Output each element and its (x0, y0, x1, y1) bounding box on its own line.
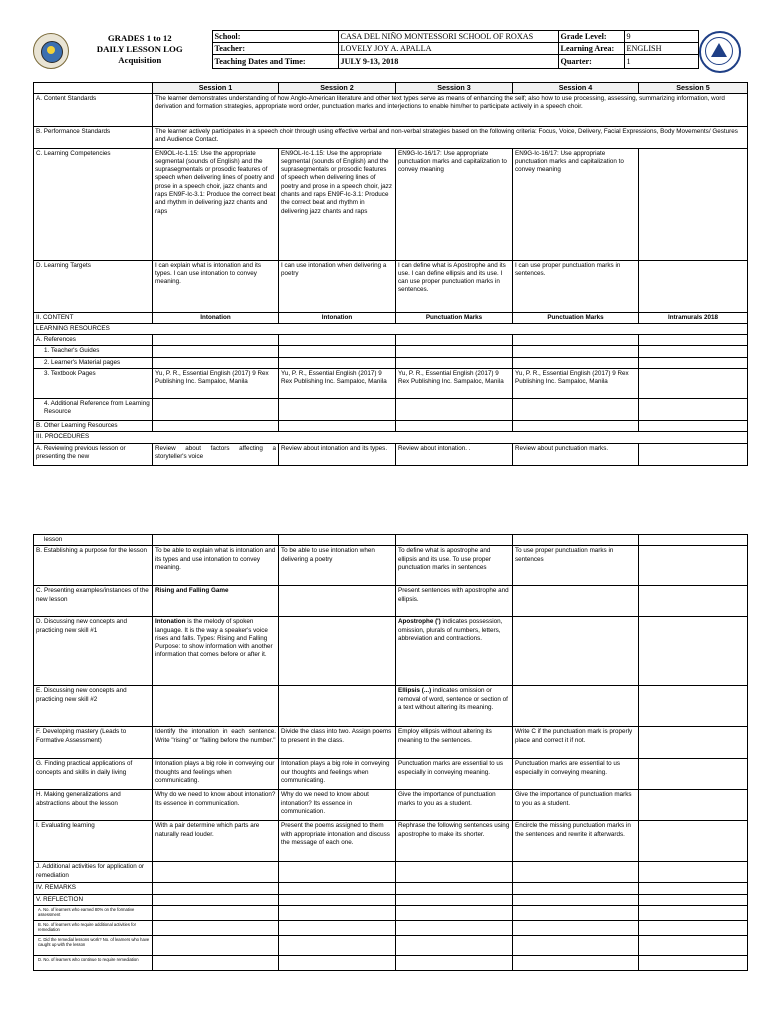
blank-cell (639, 862, 748, 883)
blank-cell (639, 905, 748, 920)
quarter-value: 1 (624, 55, 698, 69)
competency-session-2: EN9OL-Ic-1.15: Use the appropriate segmental (sounds of English) and the suprasegmentals or prosodic features of speech when delivering lines of poetry and prose in a speech choir, jazz chants and raps EN9F-Ic-3.1: Produce the correct beat and rhythm in delivering jazz chants and raps (279, 148, 396, 260)
blank-cell (153, 398, 279, 420)
evaluating-session-1: With a pair determine which parts are naturally read louder. (153, 821, 279, 862)
reviewing-session-2: Review about intonation and its types. (279, 443, 396, 465)
blank-cell (513, 935, 639, 955)
competency-session-3: EN9G-Ic-16/17: Use appropriate punctuation marks and capitalization to convey meaning (396, 148, 513, 260)
content-label: II. CONTENT (34, 312, 153, 323)
presenting-session-1: Rising and Falling Game (153, 586, 279, 617)
reviewing-label: A. Reviewing previous lesson or presenting the new (34, 443, 153, 465)
generalizations-session-5 (639, 790, 748, 821)
blank-cell (279, 535, 396, 546)
blank-cell (639, 398, 748, 420)
discussing-1-session-3 (396, 617, 513, 686)
content-session-3: Punctuation Marks (396, 312, 513, 323)
blank-cell (279, 883, 396, 894)
learning-area-value: ENGLISH (624, 43, 698, 55)
textbook-session-1: Yu, P. R., Essential English (2017) 9 Rex Publishing Inc. Sampaloc, Manila (153, 368, 279, 398)
blank-cell (153, 883, 279, 894)
apostrophe-definition: indicates possession, omission, plurals of numbers, letters, abbreviation and contractions. (398, 618, 503, 642)
blank-cell (279, 398, 396, 420)
learning-competencies-label: C. Learning Competencies (34, 148, 153, 260)
learning-resources-label: LEARNING RESOURCES (34, 323, 748, 334)
blank-cell (639, 357, 748, 368)
blank-cell (396, 883, 513, 894)
discussing-2-session-3 (396, 686, 513, 727)
blank-cell (639, 535, 748, 546)
generalizations-session-4: Give the importance of punctuation marks to you as a student. (513, 790, 639, 821)
ellipsis-definition: indicates omission or removal of word, sentence or section of a text without altering its meaning. (398, 687, 508, 711)
textbook-session-3: Yu, P. R., Essential English (2017) 9 Rex Publishing Inc. Sampaloc, Manila (396, 368, 513, 398)
blank-cell (396, 357, 513, 368)
acquisition-title: Acquisition (118, 54, 162, 65)
blank-cell (396, 862, 513, 883)
session-1-header: Session 1 (153, 83, 279, 94)
purpose-label: B. Establishing a purpose for the lesson (34, 546, 153, 586)
learners-material-label: 2. Learner's Material pages (34, 357, 153, 368)
blank-cell (279, 894, 396, 905)
applications-label: G. Finding practical applications of concepts and skills in daily living (34, 759, 153, 790)
deped-seal-icon (33, 33, 69, 69)
blank-cell (279, 420, 396, 431)
blank-cell (153, 335, 279, 346)
mastery-session-4: Write C if the punctuation mark is properly place and correct it if not. (513, 727, 639, 759)
ellipsis-term: Ellipsis (...) (398, 687, 432, 695)
header-title-block (68, 31, 212, 69)
purpose-session-2: To be able to use intonation when delivering a poetry (279, 546, 396, 586)
blank-cell (513, 905, 639, 920)
intonation-definition: is the melody of spoken language. It is the way a speaker's voice rises and falls. Types: Rising and Falling Purpose: to show information with another information that comes before or after it. (155, 618, 273, 659)
reviewing-session-4: Review about punctuation marks. (513, 443, 639, 465)
target-session-2: I can use intonation when delivering a poetry (279, 260, 396, 312)
mastery-session-1: Identify the intonation in each sentence. Write "rising" or "falling before the number." (153, 727, 279, 759)
remarks-label: IV. REMARKS (34, 883, 153, 894)
applications-session-1: Intonation plays a big role in conveying our thoughts and feelings when communicating. (153, 759, 279, 790)
reflection-a-label: A. No. of learners who earned 80% on the formative assessment (34, 905, 153, 920)
blank-cell (279, 335, 396, 346)
mastery-session-3: Employ ellipsis without altering its meaning to the sentences. (396, 727, 513, 759)
blank-cell (396, 420, 513, 431)
blank-cell (639, 617, 748, 686)
blank-cell (396, 935, 513, 955)
blank-cell (639, 346, 748, 357)
presenting-session-5 (639, 586, 748, 617)
dll-title: DAILY LESSON LOG (96, 44, 183, 54)
purpose-session-4: To use proper punctuation marks in sentences (513, 546, 639, 586)
reflection-b-label: B. No. of learners who require additional activities for remediation (34, 920, 153, 935)
blank-cell (639, 955, 748, 970)
content-standards-text: The learner demonstrates understanding of how Anglo-American literature and other text types serve as means of enhancing the self; also how to use processing, assessing, summarizing information, word derivation and formation strategies, appropriate word order, punctuation marks and interjections to enable him/her to participate actively in a speech choir. (153, 93, 748, 126)
blank-cell (513, 617, 639, 686)
blank-cell (513, 420, 639, 431)
blank-cell (639, 420, 748, 431)
additional-activities-label: J. Additional activities for application or remediation (34, 862, 153, 883)
applications-session-3: Punctuation marks are essential to us especially in conveying meaning. (396, 759, 513, 790)
applications-session-5 (639, 759, 748, 790)
teaching-dates-label: Teaching Dates and Time: (212, 55, 338, 69)
purpose-session-1: To be able to explain what is intonation and its types and use intonation to convey meaning. (153, 546, 279, 586)
learning-targets-label: D. Learning Targets (34, 260, 153, 312)
lesson-log-table-part2 (33, 534, 748, 971)
session-2-header: Session 2 (279, 83, 396, 94)
purpose-session-3: To define what is apostrophe and ellipsis and its use. To use proper punctuation marks in sentences (396, 546, 513, 586)
procedures-label: III. PROCEDURES (34, 432, 748, 443)
blank-cell (279, 862, 396, 883)
target-session-5 (639, 260, 748, 312)
performance-standards-text: The learner actively participates in a speech choir through using effective verbal and non-verbal strategies based on the following criteria: Focus, Voice, Delivery, Facial Expressions, Body Movements/ Gestures and Audience Contact. (153, 126, 748, 148)
textbook-pages-label: 3. Textbook Pages (34, 368, 153, 398)
blank-cell (639, 935, 748, 955)
content-session-5: Intramurals 2018 (639, 312, 748, 323)
target-session-1: I can explain what is intonation and its types. I can use intonation to convey meaning. (153, 260, 279, 312)
grade-level-label: Grade Level: (558, 31, 624, 43)
reviewing-session-3: Review about intonation. . (396, 443, 513, 465)
discussing-1-label: D. Discussing new concepts and practicing new skill #1 (34, 617, 153, 686)
quarter-label: Quarter: (558, 55, 624, 69)
additional-reference-label: 4. Additional Reference from Learning Resource (34, 398, 153, 420)
reviewing-session-1: Review about factors affecting a storyteller's voice (153, 443, 279, 465)
blank-cell (153, 862, 279, 883)
discussing-2-label: E. Discussing new concepts and practicing new skill #2 (34, 686, 153, 727)
discussing-1-session-1 (153, 617, 279, 686)
generalizations-label: H. Making generalizations and abstractions about the lesson (34, 790, 153, 821)
target-session-3: I can define what is Apostrophe and its use. I can define ellipsis and its use. I can use proper punctuation marks in sentences. (396, 260, 513, 312)
blank-cell (396, 335, 513, 346)
presenting-session-2 (279, 586, 396, 617)
intonation-term: Intonation (155, 618, 186, 626)
blank-cell (513, 398, 639, 420)
teacher-label: Teacher: (212, 43, 338, 55)
header-table (68, 30, 699, 69)
presenting-session-4 (513, 586, 639, 617)
blank-cell (153, 535, 279, 546)
blank-cell (639, 686, 748, 727)
teacher-value: LOVELY JOY A. APALLA (338, 43, 558, 55)
performance-standards-label: B. Performance Standards (34, 126, 153, 148)
textbook-session-2: Yu, P. R., Essential English (2017) 9 Rex Publishing Inc. Sampaloc, Manila (279, 368, 396, 398)
blank-cell (513, 335, 639, 346)
evaluating-label: I. Evaluating learning (34, 821, 153, 862)
generalizations-session-1: Why do we need to know about intonation? Its essence in communication. (153, 790, 279, 821)
blank-cell (279, 905, 396, 920)
presenting-session-3: Present sentences with apostrophe and ellipsis. (396, 586, 513, 617)
school-label: School: (212, 31, 338, 43)
generalizations-session-3: Give the importance of punctuation marks to you as a student. (396, 790, 513, 821)
blank-cell (396, 535, 513, 546)
blank-cell (153, 955, 279, 970)
evaluating-session-4: Encircle the missing punctuation marks in the sentences and rewrite it afterwards. (513, 821, 639, 862)
blank-cell (513, 955, 639, 970)
blank-cell (396, 920, 513, 935)
blank-cell (513, 920, 639, 935)
learning-area-label: Learning Area: (558, 43, 624, 55)
evaluating-session-5 (639, 821, 748, 862)
blank-cell (396, 346, 513, 357)
blank-cell (279, 617, 396, 686)
blank-cell (279, 955, 396, 970)
grades-title: GRADES 1 to 12 (107, 33, 172, 44)
blank-cell (153, 894, 279, 905)
blank-cell (153, 905, 279, 920)
reflection-label: V. REFLECTION (34, 894, 153, 905)
blank-cell (639, 335, 748, 346)
session-3-header: Session 3 (396, 83, 513, 94)
generalizations-session-2: Why do we need to know about intonation? Its essence in communication. (279, 790, 396, 821)
applications-session-2: Intonation plays a big role in conveying our thoughts and feelings when communicating. (279, 759, 396, 790)
blank-cell (153, 920, 279, 935)
blank-cell (279, 686, 396, 727)
blank-cell (279, 346, 396, 357)
content-standards-label: A. Content Standards (34, 93, 153, 126)
mastery-session-2: Divide the class into two. Assign poems to present in the class. (279, 727, 396, 759)
competency-session-1: EN9OL-Ic-1.15: Use the appropriate segmental (sounds of English) and the suprasegmentals or prosodic features of speech when delivering lines of poetry and prose in a speech choir, jazz chants and raps EN9F-Ic-3.1: Produce the correct beat and rhythm in delivering jazz chants and raps (153, 148, 279, 260)
blank-cell (396, 398, 513, 420)
teachers-guides-label: 1. Teacher's Guides (34, 346, 153, 357)
other-resources-label: B. Other Learning Resources (34, 420, 153, 431)
blank-cell (639, 920, 748, 935)
reflection-c-label: C. Did the remedial lessons work? No. of learners who have caught up with the lesson (34, 935, 153, 955)
reflection-d-label: D. No. of learners who continue to require remediation (34, 955, 153, 970)
blank-cell (396, 894, 513, 905)
blank-cell (513, 686, 639, 727)
evaluating-session-3: Rephrase the following sentences using apostrophe to make its shorter. (396, 821, 513, 862)
competency-session-5 (639, 148, 748, 260)
session-5-header: Session 5 (639, 83, 748, 94)
blank-cell (639, 883, 748, 894)
mastery-label: F. Developing mastery (Leads to Formative Assessment) (34, 727, 153, 759)
blank-cell (153, 346, 279, 357)
blank-cell (153, 357, 279, 368)
blank-cell (153, 935, 279, 955)
blank-cell (513, 535, 639, 546)
blank-cell (513, 346, 639, 357)
session-4-header: Session 4 (513, 83, 639, 94)
applications-session-4: Punctuation marks are essential to us especially in conveying meaning. (513, 759, 639, 790)
school-value: CASA DEL NIÑO MONTESSORI SCHOOL OF ROXAS (338, 31, 558, 43)
reviewing-label-continued: lesson (34, 535, 153, 546)
blank-cell (639, 894, 748, 905)
presenting-label: C. Presenting examples/instances of the new lesson (34, 586, 153, 617)
content-session-2: Intonation (279, 312, 396, 323)
target-session-4: I can use proper punctuation marks in sentences. (513, 260, 639, 312)
blank-cell (396, 955, 513, 970)
blank-cell (279, 935, 396, 955)
blank-cell (279, 357, 396, 368)
grade-level-value: 9 (624, 31, 698, 43)
teaching-dates-value: JULY 9-13, 2018 (338, 55, 558, 69)
lesson-log-table-part1 (33, 82, 748, 466)
blank-cell (153, 420, 279, 431)
content-session-1: Intonation (153, 312, 279, 323)
textbook-session-4: Yu, P. R., Essential English (2017) 9 Rex Publishing Inc. Sampaloc, Manila (513, 368, 639, 398)
corner-cell (34, 83, 153, 94)
blank-cell (279, 920, 396, 935)
blank-cell (513, 894, 639, 905)
blank-cell (513, 862, 639, 883)
textbook-session-5 (639, 368, 748, 398)
references-label: A. References (34, 335, 153, 346)
mastery-session-5 (639, 727, 748, 759)
reviewing-session-5 (639, 443, 748, 465)
competency-session-4: EN9G-Ic-16/17: Use appropriate punctuation marks and capitalization to convey meaning (513, 148, 639, 260)
purpose-session-5 (639, 546, 748, 586)
blank-cell (513, 357, 639, 368)
blank-cell (396, 905, 513, 920)
content-session-4: Punctuation Marks (513, 312, 639, 323)
school-seal-icon (699, 31, 741, 73)
apostrophe-term: Apostrophe (') (398, 618, 441, 626)
blank-cell (153, 686, 279, 727)
blank-cell (513, 883, 639, 894)
evaluating-session-2: Present the poems assigned to them with appropriate intonation and discuss the message of each one. (279, 821, 396, 862)
